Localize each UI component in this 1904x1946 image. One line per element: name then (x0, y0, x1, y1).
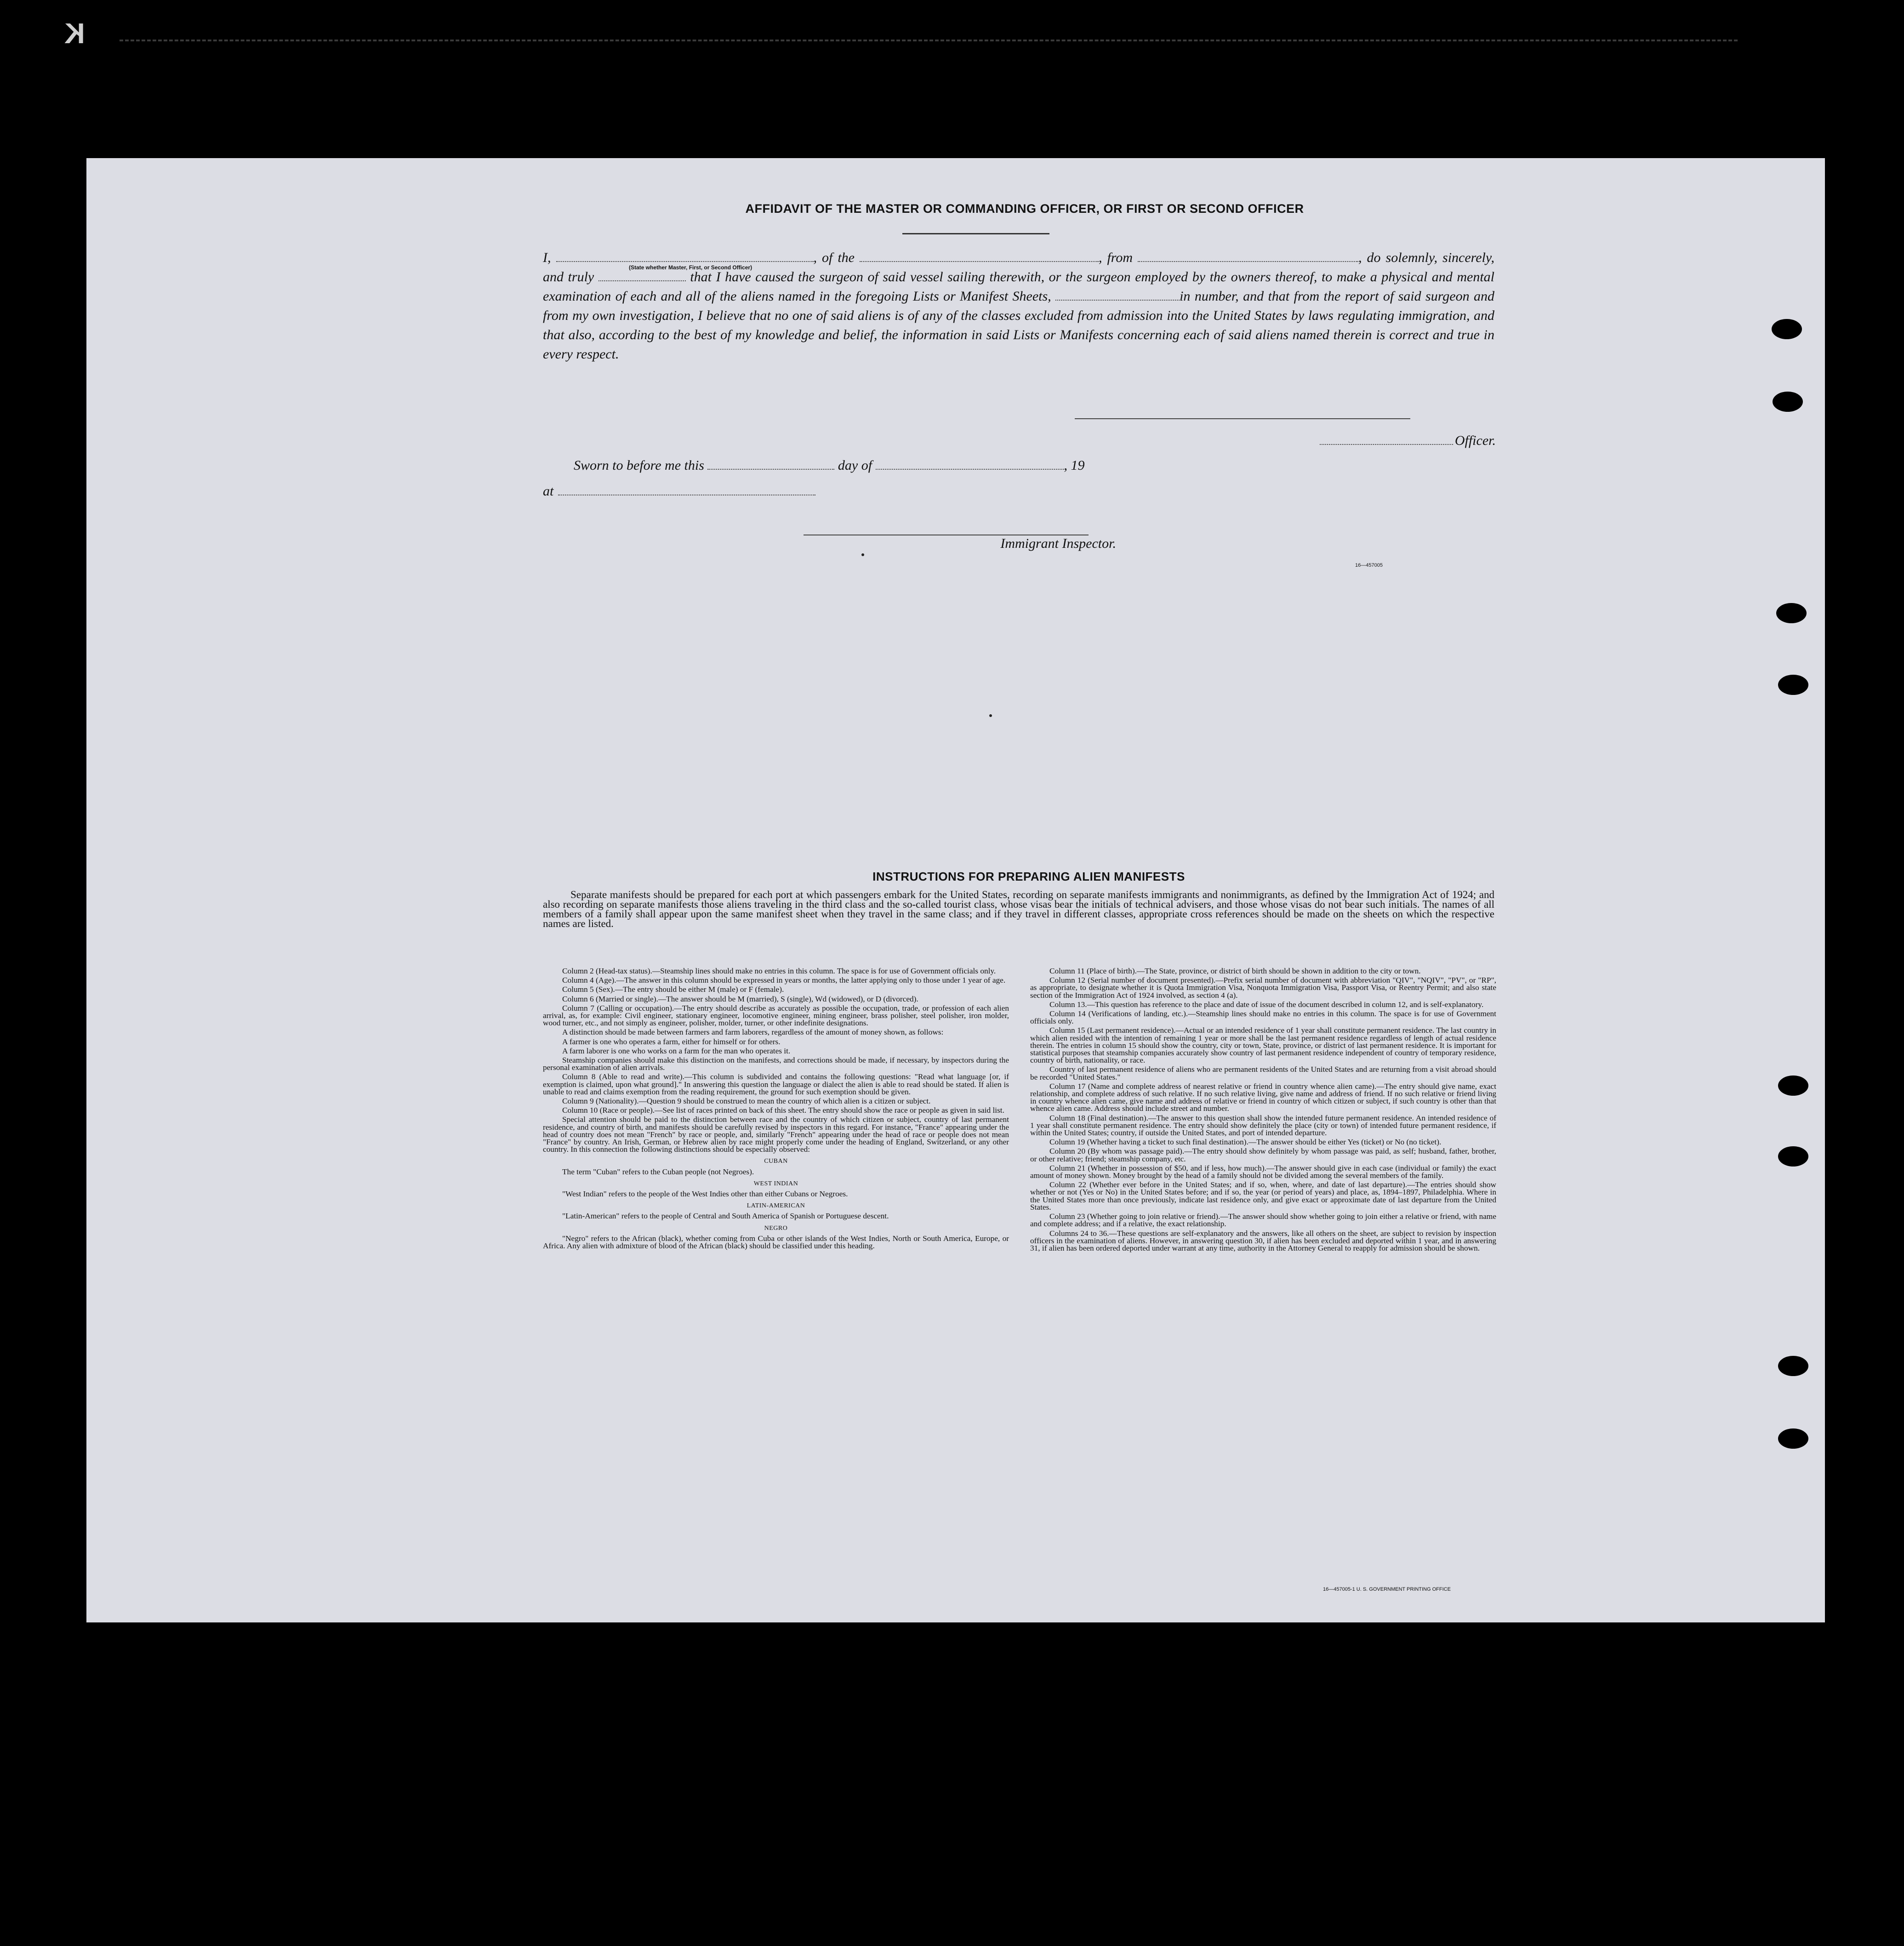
specks (989, 714, 992, 717)
day-of-text: day of (838, 458, 872, 473)
officer-rank-hint: (State whether Master, First, or Second Officer) (629, 264, 752, 271)
month-field[interactable] (876, 460, 1064, 470)
instruction-paragraph: Column 17 (Name and complete address of nearest relative or friend in country whence alien came).—The entry should give name, exact relationship, and complete address of such relative. If no such relative living, give name and address of friend. If no such relative or friend living in country whence alien came, give name and address of relative or friend in country of which citizen or subject, if such country is other than that whence alien came. Address should include street and number. (1030, 1081, 1496, 1113)
instruction-paragraph: Column 5 (Sex).—The entry should be either M (male) or F (female). (562, 985, 784, 994)
instruction-paragraph: Steamship companies should make this distinction on the manifests, and corrections should be made, if necessary, by inspectors during the personal examination of alien arrivals. (543, 1056, 1009, 1072)
punch-hole (1778, 1146, 1808, 1166)
punch-hole (1772, 319, 1802, 339)
affidavit-statement (543, 248, 1494, 364)
day-field[interactable] (707, 460, 834, 470)
instruction-paragraph: Column 2 (Head-tax status).—Steamship lines should make no entries in this column. The space is for use of Government officials only. (562, 967, 996, 975)
instruction-paragraph: Column 21 (Whether in possession of $50, and if less, how much).—The answer should give in each case (individual or family) the exact amount of money shown. Money brought by the head of a family should not be divided among the several members of the family. (1030, 1163, 1496, 1180)
instruction-paragraph: Column 14 (Verifications of landing, etc.).—Steamship lines should make no entries in this column. The space is for use of Government officials only. (1030, 1009, 1496, 1026)
printing-office-footer: 16—457005-1 U. S. GOVERNMENT PRINTING OFFICE (1323, 1587, 1451, 1592)
section-heading-cuban: CUBAN (764, 1158, 788, 1165)
instruction-paragraph: A distinction should be made between farmers and farm laborers, regardless of the amount of money shown, as follows: (562, 1028, 944, 1037)
instruction-paragraph: Column 15 (Last permanent residence).—Actual or an intended residence of 1 year shall constitute permanent residence. The last country in which alien resided with the intention of remaining 1 year or more shall be the last permanent residence regardless of length of actual residence therein. The entries in column 15 should show the country, city or town, State, province, or district of last permanent residence. It is important for statistical purposes that steamship companies accurately show country of last permanent residence independent of country of temporary residence, country of birth, nationality, or race. (1030, 1026, 1496, 1065)
instruction-paragraph: A farmer is one who operates a farm, either for himself or for others. (562, 1037, 781, 1046)
instruction-paragraph: Column 8 (Able to read and write).—This column is subdivided and contains the following questions: "Read what language [or, if exemption is claimed, upon what ground]." In answering this question the language or dialect the alien is able to read should be stated. If alien is unable to read and claims exemption from the reading requirement, the ground for such exemption should be given. (543, 1072, 1009, 1096)
instruction-paragraph: Column 4 (Age).—The answer in this column should be expressed in years or months, the latter applying only to those under 1 year of age. (562, 976, 1006, 985)
officer-name-field[interactable] (556, 251, 814, 262)
alien-count-field[interactable] (1055, 290, 1180, 301)
instruction-paragraph: Column 9 (Nationality).—Question 9 should be construed to mean the country of which alien is a citizen or subject. (562, 1097, 931, 1106)
frame-letter-mark: K (64, 18, 85, 50)
instruction-paragraph: Column 10 (Race or people).—See list of races printed on back of this sheet. The entry should show the race or people as given in said list. (562, 1106, 1004, 1115)
instruction-paragraph: Columns 24 to 36.—These questions are self-explanatory and the answers, like all others on the sheet, are subject to revision by inspection officers in the examination of aliens. However, in answering question 30, if alien has been excluded and deported within 1 year, and in answering 31, if alien has been ordered deported under warrant at any time, authority in the Attorney General to reapply for admission should be shown. (1030, 1229, 1496, 1252)
instruction-paragraph: Column 20 (By whom was passage paid).—The entry should show definitely by whom passage was paid, as self; husband, father, brother, or other relative; friend; steamship company, etc. (1030, 1147, 1496, 1163)
title-rule (902, 233, 1049, 234)
text-do: , do (1358, 250, 1381, 265)
instructions-intro: Separate manifests should be prepared for each port at which passengers embark for the United States, recording on separate manifests immigrants and nonimmigrants, as defined by the Immigration Act of 1924; and also recording on separate manifests those aliens traveling in the third class and the so-called tourist class, whose visas bear the initials of technical advisers, and those whose visas do not bear such initials. The names of all members of a family shall appear upon the same manifest sheet when they travel in the same class; and if they travel in different classes, appropriate cross references should be made on the sheets on which the respective names are listed. (543, 889, 1494, 929)
text-i: I, (543, 250, 551, 265)
officer-text: Officer. (1454, 433, 1496, 448)
instruction-paragraph: Column 6 (Married or single).—The answer should be M (married), S (single), Wd (widowed), or D (divorced). (562, 994, 918, 1003)
vessel-name-field[interactable] (860, 251, 1099, 262)
film-edge-line (120, 40, 1738, 41)
section-heading-negro: NEGRO (764, 1224, 788, 1232)
instruction-paragraph: Column 22 (Whether ever before in the United States; and if so, when, where, and date of last departure).—The entries should show whether or not (Yes or No) in the United States before; and if so, the year (or period of years) and place, as, 1894–1897, Philadelphia. Where in the United States more than once previously, indicate last residence only, and give exact or approximate date of last departure from the United States. (1030, 1180, 1496, 1212)
specks (861, 553, 864, 556)
document-sheet (86, 158, 1825, 1622)
punch-hole (1778, 1075, 1808, 1096)
sworn-line (574, 458, 1085, 473)
instructions-right-column (1030, 967, 1496, 1254)
instruction-paragraph: Column 19 (Whether having a ticket to such final destination).—The answer should be either Yes (ticket) or No (no ticket). (1049, 1138, 1442, 1147)
text-of-the: , of the (813, 250, 855, 265)
instruction-paragraph: "Negro" refers to the African (black), whether coming from Cuba or other islands of the West Indies, North or South America, Europe, or Africa. Any alien with admixture of blood of the African (black) should be classified under this heading. (543, 1234, 1009, 1251)
punch-hole (1773, 392, 1803, 412)
instruction-paragraph: The term "Cuban" refers to the Cuban people (not Negroes). (562, 1167, 754, 1176)
swear-or-affirm-field[interactable] (599, 270, 686, 281)
instruction-paragraph: Column 7 (Calling or occupation).—The entry should describe as accurately as possible the occupation, trade, or profession of each alien arrival, as, for example: Civil engineer, stationary engineer, locomotive engineer, mining engineer, brass polisher, steel polisher, iron molder, wood turner, etc., and not simply as engineer, polisher, molder, turner, or other indefinite designations. (543, 1003, 1009, 1028)
instruction-paragraph: Column 23 (Whether going to join relative or friend).—The answer should show whether going to join either a relative or friend, with name and complete address; and if a relative, the exact relationship. (1030, 1212, 1496, 1229)
inspector-label: Immigrant Inspector. (1000, 536, 1116, 551)
text-in-number: in number, and that from the report of said surgeon and from my own investigation, I believe that no one of said aliens is of any of the classes excluded from admission into the United States by laws regulating immigration, and that also, according to the best of my knowledge and belief, the information in said Lists or Manifests concerning each of said aliens named therein is correct and true in every respect. (543, 289, 1494, 362)
text-from: , from (1098, 250, 1133, 265)
place-line (543, 484, 815, 499)
place-field[interactable] (558, 485, 815, 495)
text-solemnly: solemnly, sincerely, and truly (543, 250, 1495, 285)
instruction-paragraph: Column 11 (Place of birth).—The State, province, or district of birth should be shown in addition to the city or town. (1049, 967, 1421, 975)
text-surgeon: that I have caused the surgeon of said vessel sailing therewith, or the surgeon employed by the owners thereof, to make a physical and mental examination of each and all of the aliens named in the foregoing Lists or Manifest Sheets, (543, 269, 1494, 304)
officer-signature-line[interactable] (1075, 418, 1410, 419)
instruction-paragraph: Column 18 (Final destination).—The answer to this question shall show the intended future permanent residence. An intended residence of 1 year shall constitute permanent residence. The entry should show definitely the place (city or town) of intended future permanent residence, if within the United States; country, if outside the United States, and port of intended departure. (1030, 1113, 1496, 1138)
punch-hole (1776, 603, 1807, 623)
section-heading-west-indian: WEST INDIAN (753, 1180, 798, 1187)
instructions-left-column (543, 967, 1009, 1252)
officer-signature-field[interactable] (1320, 444, 1453, 445)
punch-hole (1778, 675, 1808, 695)
section-heading-latin-american: LATIN-AMERICAN (747, 1202, 805, 1210)
form-number: 16—457005 (1355, 563, 1383, 568)
instruction-paragraph: A farm laborer is one who works on a farm for the man who operates it. (562, 1046, 791, 1055)
instruction-paragraph: "Latin-American" refers to the people of Central and South America of Spanish or Portuguese descent. (562, 1212, 889, 1221)
affidavit-title: AFFIDAVIT OF THE MASTER OR COMMANDING OFFICER, OR FIRST OR SECOND OFFICER (745, 202, 1304, 216)
sworn-text: Sworn to before me this (574, 458, 704, 473)
at-text: at (543, 484, 554, 499)
year-text: , 19 (1064, 458, 1085, 473)
punch-hole (1778, 1356, 1808, 1376)
instruction-paragraph: Country of last permanent residence of aliens who are permanent residents of the United States and are returning from a visit abroad should be recorded "United States." (1030, 1065, 1496, 1081)
officer-label (1225, 433, 1496, 449)
instruction-paragraph: Column 12 (Serial number of document presented).—Prefix serial number of document with abbreviation "QIV", "NQIV", "PV", or "RP", as appropriate, to designate whether it is Quota Immigration Visa, Nonquota Immigration Visa, Passport Visa, or Reentry Permit; and also state section of the Immigration Act of 1924 involved, as section 4 (a). (1030, 976, 1496, 1000)
instruction-paragraph: Special attention should be paid to the distinction between race and the country of which citizen or subject, country of last permanent residence, and country of birth, and manifests should be carefully revised by inspectors in this regard. For instance, "France" appearing under the head of country does not mean "French" by race or people, and, similarly "French" appearing under the head of race or people does not mean "France" by country. An Irish, German, or Hebrew alien by race might properly come under the heading of England, Switzerland, or any other country. In this connection the following distinctions should be especially observed: (543, 1115, 1009, 1154)
instruction-paragraph: "West Indian" refers to the people of the West Indies other than either Cubans or Negroes. (562, 1189, 848, 1199)
departure-port-field[interactable] (1138, 251, 1358, 262)
instructions-title: INSTRUCTIONS FOR PREPARING ALIEN MANIFESTS (872, 870, 1185, 883)
instruction-paragraph: Column 13.—This question has reference to the place and date of issue of the document described in column 12, and is self-explanatory. (1049, 1000, 1484, 1009)
punch-hole (1778, 1428, 1808, 1449)
